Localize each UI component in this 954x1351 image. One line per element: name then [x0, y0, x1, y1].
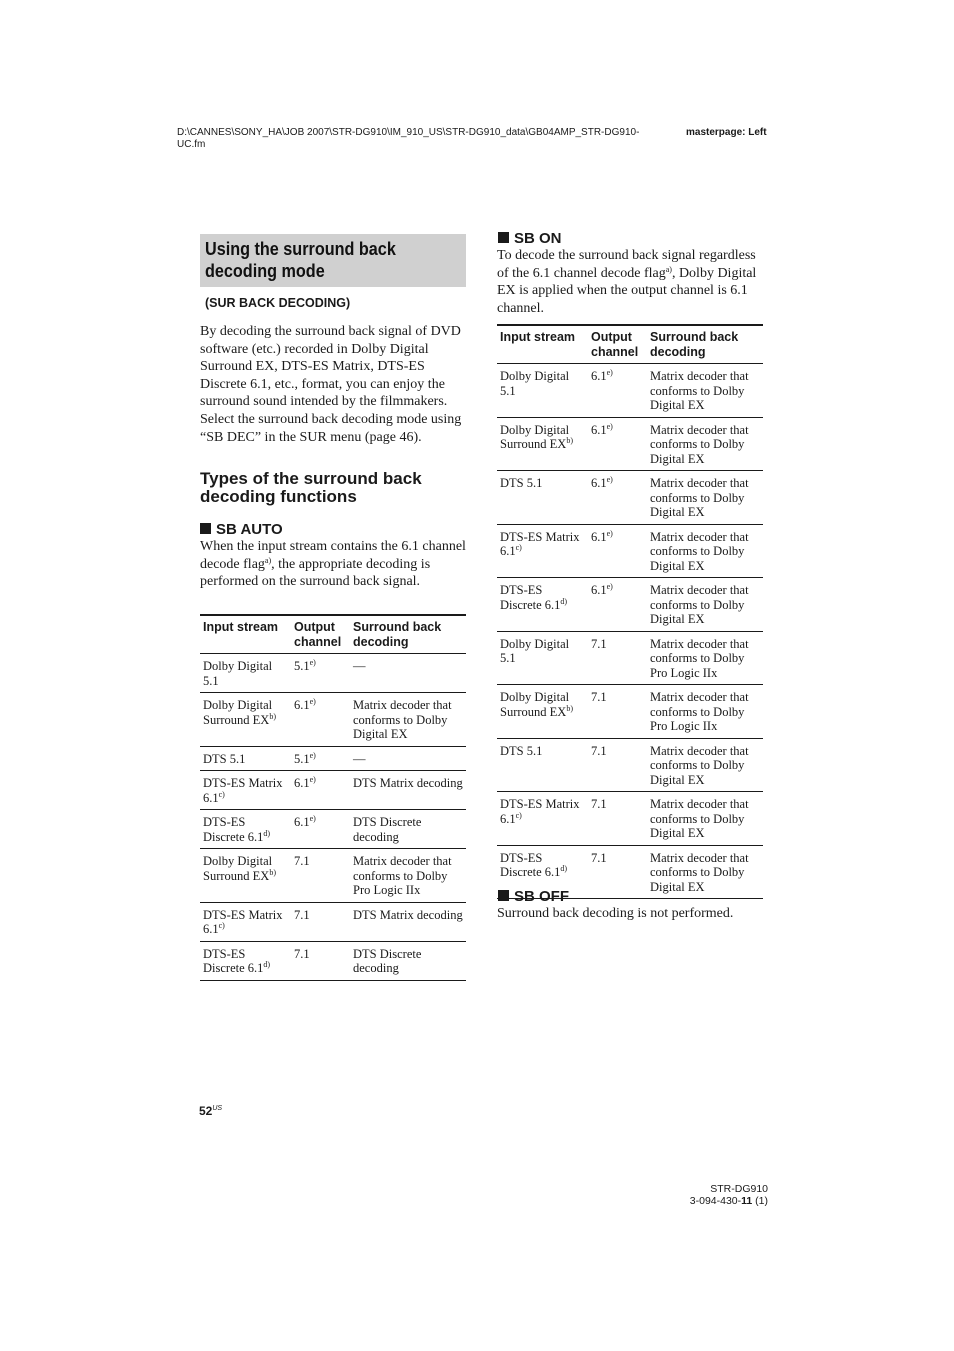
- table-row: [200, 771, 466, 810]
- cell-output-channel: 7.1: [291, 941, 350, 980]
- sb-auto-heading-label: SB AUTO: [216, 521, 283, 538]
- cell-output-channel: 7.1: [588, 738, 647, 792]
- cell-input-stream: DTS-ES Discrete 6.1$^{d)}$: [497, 578, 588, 632]
- sb-on-heading-label: SB ON: [514, 230, 562, 247]
- cell-output-channel: 6.1$^{e)}$: [588, 471, 647, 525]
- table-row: [200, 693, 466, 747]
- square-bullet-icon: [498, 890, 509, 901]
- cell-input-stream: Dolby Digital 5.1: [200, 654, 291, 693]
- cell-surround-back-decoding: Matrix decoder that conforms to Dolby Digital EX: [647, 524, 763, 578]
- file-path-header: D:\CANNES\SONY_HA\JOB 2007\STR-DG910\IM_910_US\STR-DG910_data\GB04AMP_STR-DG910-UC.fm: [177, 127, 640, 150]
- cell-output-channel: 6.1$^{e)}$: [588, 578, 647, 632]
- cell-input-stream: DTS-ES Matrix 6.1$^{c)}$: [200, 771, 291, 810]
- cell-surround-back-decoding: —: [350, 746, 466, 771]
- cell-surround-back-decoding: DTS Matrix decoding: [350, 771, 466, 810]
- cell-surround-back-decoding: Matrix decoder that conforms to Dolby Pro Logic IIx: [350, 849, 466, 903]
- cell-input-stream: Dolby Digital Surround EX$^{b)}$: [200, 693, 291, 747]
- cell-input-stream: DTS-ES Discrete 6.1$^{d)}$: [497, 845, 588, 899]
- table-row: [497, 364, 763, 418]
- cell-input-stream: DTS 5.1: [497, 738, 588, 792]
- cell-output-channel: 7.1: [588, 631, 647, 685]
- cell-output-channel: 7.1: [588, 792, 647, 846]
- cell-output-channel: 5.1$^{e)}$: [291, 746, 350, 771]
- table-row: [497, 578, 763, 632]
- footer-code: 3-094-430-11 (1): [689, 1195, 768, 1207]
- table-row: [200, 849, 466, 903]
- cell-output-channel: 6.1$^{e)}$: [291, 693, 350, 747]
- section-title-box: [200, 234, 466, 287]
- table-row: [200, 810, 466, 849]
- header-input-stream: Input stream: [200, 615, 291, 654]
- sb-auto-heading: [200, 521, 283, 538]
- cell-surround-back-decoding: DTS Discrete decoding: [350, 941, 466, 980]
- cell-input-stream: DTS 5.1: [497, 471, 588, 525]
- cell-output-channel: 6.1$^{e)}$: [588, 524, 647, 578]
- cell-surround-back-decoding: Matrix decoder that conforms to Dolby Digital EX: [647, 845, 763, 899]
- table-row: [497, 524, 763, 578]
- cell-input-stream: DTS-ES Matrix 6.1$^{c)}$: [200, 902, 291, 941]
- cell-input-stream: Dolby Digital 5.1: [497, 631, 588, 685]
- cell-output-channel: 6.1$^{e)}$: [291, 771, 350, 810]
- cell-input-stream: DTS-ES Matrix 6.1$^{c)}$: [497, 524, 588, 578]
- square-bullet-icon: [498, 232, 509, 243]
- page-number: $52^{US}$: [199, 1104, 223, 1118]
- cell-surround-back-decoding: DTS Discrete decoding: [350, 810, 466, 849]
- square-bullet-icon: [200, 523, 211, 534]
- footer-model: STR-DG910: [710, 1183, 768, 1195]
- footer-model-code: [640, 1183, 768, 1207]
- cell-surround-back-decoding: DTS Matrix decoding: [350, 902, 466, 941]
- header-surround-back-decoding: Surround back decoding: [647, 325, 763, 364]
- types-heading: Types of the surround back decoding functions: [200, 469, 422, 506]
- cell-output-channel: 6.1$^{e)}$: [291, 810, 350, 849]
- cell-surround-back-decoding: Matrix decoder that conforms to Dolby Digital EX: [647, 578, 763, 632]
- cell-output-channel: 6.1$^{e)}$: [588, 364, 647, 418]
- table-row: [200, 941, 466, 980]
- table-row: [497, 738, 763, 792]
- table-header-row: [200, 615, 466, 654]
- cell-input-stream: Dolby Digital Surround EX$^{b)}$: [497, 417, 588, 471]
- cell-surround-back-decoding: Matrix decoder that conforms to Dolby Digital EX: [647, 471, 763, 525]
- cell-input-stream: DTS 5.1: [200, 746, 291, 771]
- cell-output-channel: 7.1: [291, 849, 350, 903]
- table-row: [497, 685, 763, 739]
- sb-off-description: Surround back decoding is not performed.: [497, 906, 734, 921]
- table-row: [200, 654, 466, 693]
- sb-on-table: [497, 324, 763, 899]
- table-row: [200, 746, 466, 771]
- header-surround-back-decoding: Surround back decoding: [350, 615, 466, 654]
- cell-input-stream: DTS-ES Discrete 6.1$^{d)}$: [200, 941, 291, 980]
- cell-surround-back-decoding: Matrix decoder that conforms to Dolby Pro Logic IIx: [647, 631, 763, 685]
- cell-input-stream: Dolby Digital Surround EX$^{b)}$: [200, 849, 291, 903]
- sb-on-description: To decode the surround back signal regardless of the 6.1 channel decode flag$^{a)}$, Dolby Digital EX is applied when the output channel is 6.1 channel.: [497, 248, 757, 316]
- cell-input-stream: Dolby Digital Surround EX$^{b)}$: [497, 685, 588, 739]
- cell-input-stream: Dolby Digital 5.1: [497, 364, 588, 418]
- table-row: [497, 417, 763, 471]
- table-row: [497, 792, 763, 846]
- sb-on-heading: [498, 230, 562, 247]
- sb-auto-description: When the input stream contains the 6.1 channel decode flag$^{a)}$, the appropriate decoding is performed on the surround back signal.: [200, 539, 466, 590]
- page-number-suffix: US: [212, 1105, 223, 1112]
- intro-paragraph: By decoding the surround back signal of DVD software (etc.) recorded in Dolby Digital Surround EX, DTS-ES Matrix, DTS-ES Discrete 6.1, etc., format, you can enjoy the surround sound intended by the filmmakers. Select the surround back decoding mode using “SB DEC” in the SUR menu (page 46).: [200, 324, 462, 445]
- cell-surround-back-decoding: Matrix decoder that conforms to Dolby Digital EX: [350, 693, 466, 747]
- cell-input-stream: DTS-ES Discrete 6.1$^{d)}$: [200, 810, 291, 849]
- cell-surround-back-decoding: Matrix decoder that conforms to Dolby Pro Logic IIx: [647, 685, 763, 739]
- cell-output-channel: 5.1$^{e)}$: [291, 654, 350, 693]
- header-output-channel: Output channel: [291, 615, 350, 654]
- cell-surround-back-decoding: —: [350, 654, 466, 693]
- header-output-channel: Output channel: [588, 325, 647, 364]
- sb-off-heading: [498, 888, 569, 905]
- cell-input-stream: DTS-ES Matrix 6.1$^{c)}$: [497, 792, 588, 846]
- table-row: [497, 631, 763, 685]
- cell-surround-back-decoding: Matrix decoder that conforms to Dolby Digital EX: [647, 792, 763, 846]
- sb-off-heading-label: SB OFF: [514, 888, 569, 905]
- sb-auto-table: [200, 614, 466, 981]
- header-input-stream: Input stream: [497, 325, 588, 364]
- masterpage-label: masterpage: Left: [686, 127, 767, 138]
- cell-output-channel: 7.1: [291, 902, 350, 941]
- cell-surround-back-decoding: Matrix decoder that conforms to Dolby Digital EX: [647, 738, 763, 792]
- section-title: Using the surround back decoding mode: [205, 239, 396, 281]
- section-subtitle: (SUR BACK DECODING): [205, 296, 351, 310]
- table-row: [200, 902, 466, 941]
- cell-surround-back-decoding: Matrix decoder that conforms to Dolby Digital EX: [647, 364, 763, 418]
- table-row: [497, 471, 763, 525]
- cell-output-channel: 7.1: [588, 845, 647, 899]
- table-header-row: [497, 325, 763, 364]
- cell-surround-back-decoding: Matrix decoder that conforms to Dolby Digital EX: [647, 417, 763, 471]
- cell-output-channel: 7.1: [588, 685, 647, 739]
- cell-output-channel: 6.1$^{e)}$: [588, 417, 647, 471]
